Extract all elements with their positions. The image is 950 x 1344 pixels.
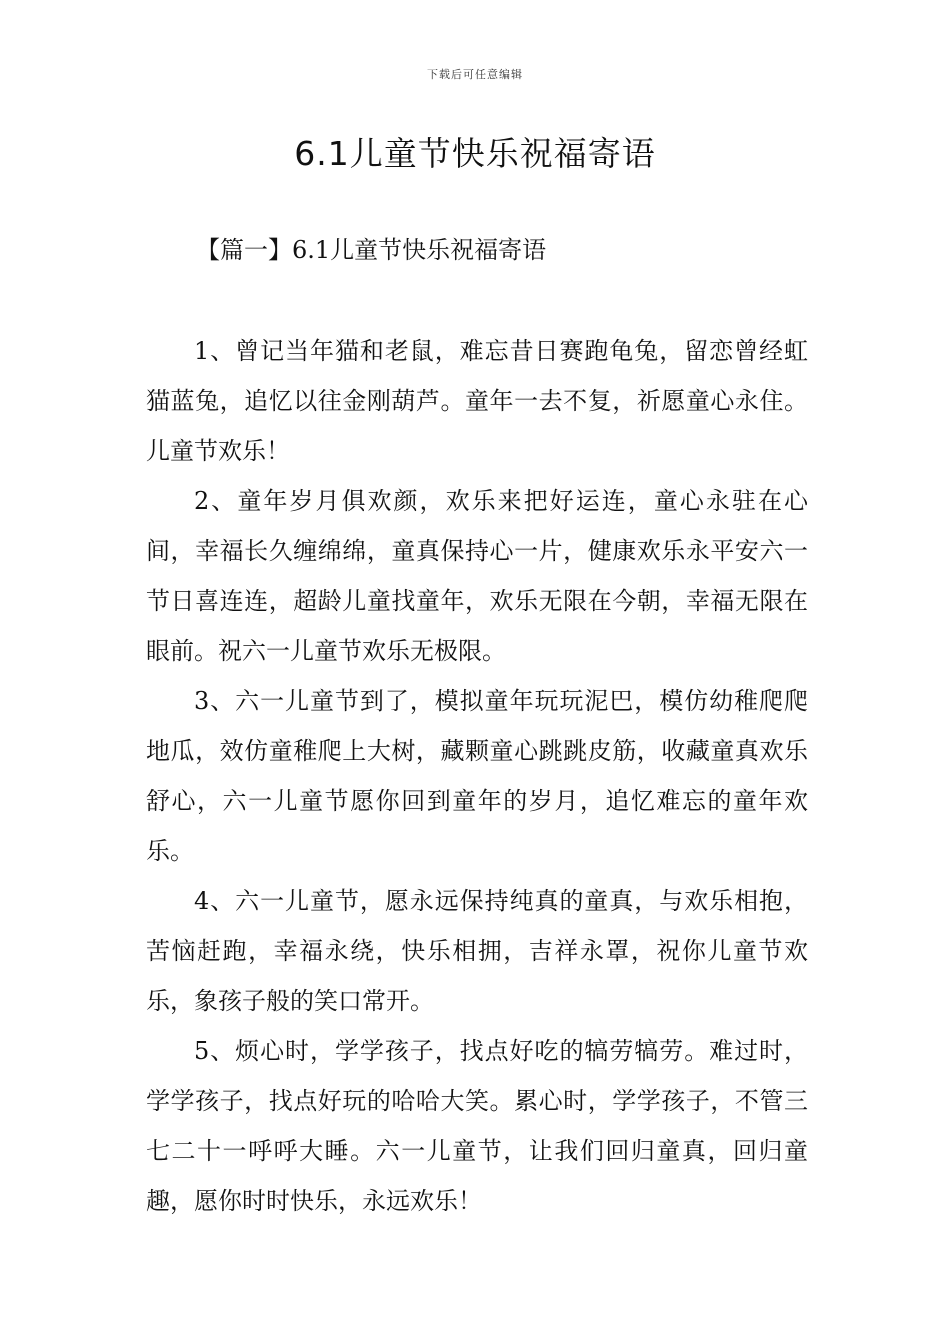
header-note: 下载后可任意编辑 [427,68,523,81]
paragraph-1: 1、曾记当年猫和老鼠，难忘昔日赛跑龟兔，留恋曾经虹猫蓝兔，追忆以往金刚葫芦。童年一去不复，祈愿童心永住。儿童节欢乐！ [146,337,808,465]
paragraph-3: 3、六一儿童节到了，模拟童年玩玩泥巴，模仿幼稚爬爬地瓜，效仿童稚爬上大树，藏颗童心跳跳皮筋，收藏童真欢乐舒心，六一儿童节愿你回到童年的岁月，追忆难忘的童年欢乐。 [146,687,808,865]
paragraph-4: 4、六一儿童节，愿永远保持纯真的童真，与欢乐相抱，苦恼赶跑，幸福永绕，快乐相拥，吉祥永罩，祝你儿童节欢乐，象孩子般的笑口常开。 [146,887,808,1015]
document-title: 6.1儿童节快乐祝福寄语 [294,134,656,173]
paragraph-5: 5、烦心时，学学孩子，找点好吃的犒劳犒劳。难过时，学学孩子，找点好玩的哈哈大笑。累心时，学学孩子，不管三七二十一呼呼大睡。六一儿童节，让我们回归童真，回归童趣，愿你时时快乐，永远欢乐！ [146,1037,808,1215]
document-body [146,326,808,1226]
paragraph-2: 2、童年岁月俱欢颜，欢乐来把好运连，童心永驻在心间，幸福长久缠绵绵，童真保持心一片，健康欢乐永平安六一节日喜连连，超龄儿童找童年，欢乐无限在今朝，幸福无限在眼前。祝六一儿童节欢乐无极限。 [146,487,808,665]
section-heading: 【篇一】6.1儿童节快乐祝福寄语 [196,236,547,264]
